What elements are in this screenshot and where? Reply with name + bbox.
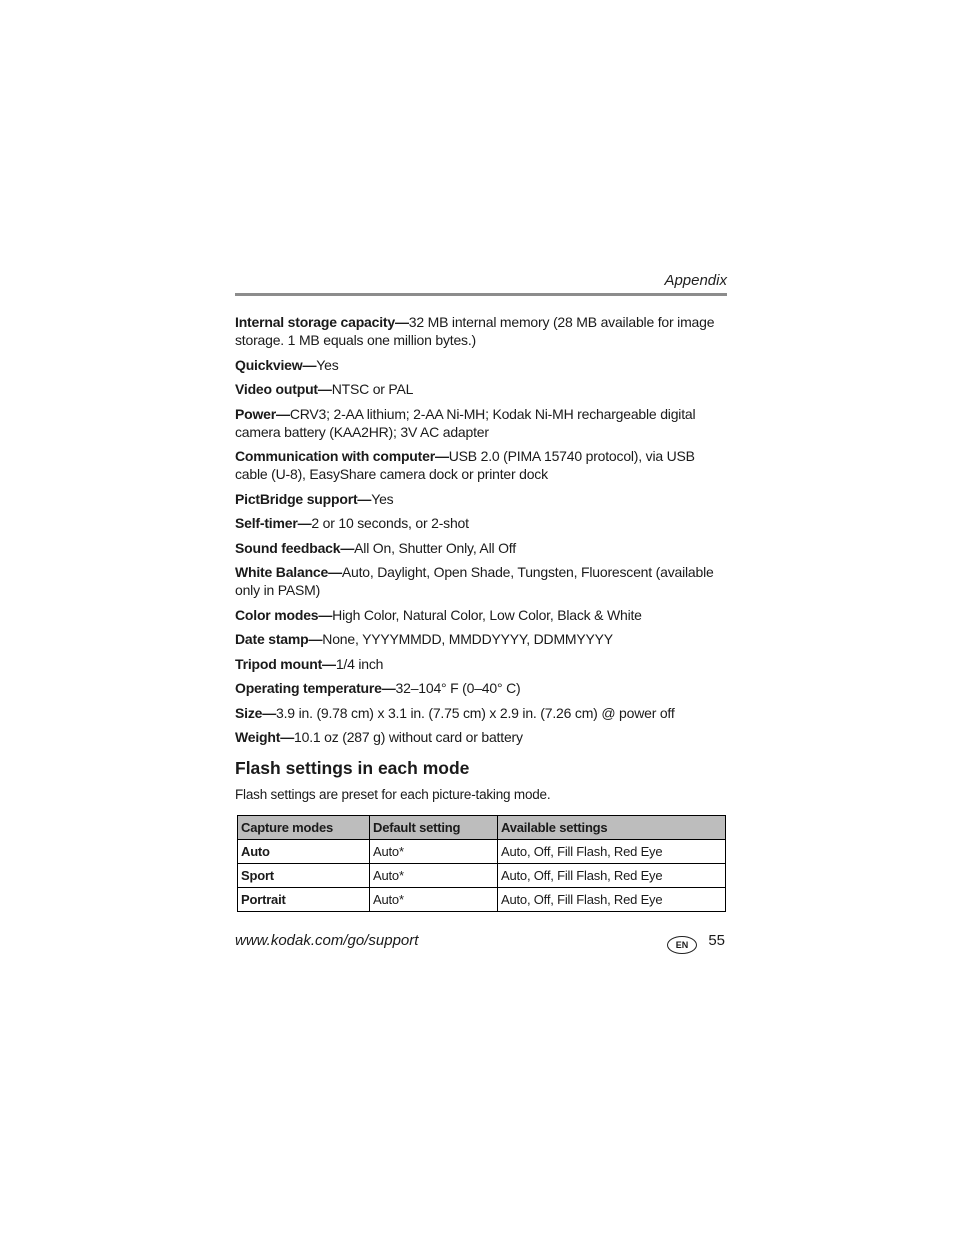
spec-value: Yes [316,356,339,373]
spec-item [235,563,727,599]
spec-value: Yes [371,490,394,507]
table-header-row [238,816,726,840]
spec-item [235,606,727,624]
running-head: Appendix [664,272,727,289]
column-header: Default setting [370,816,498,840]
table-cell: Auto, Off, Fill Flash, Red Eye [498,864,726,888]
spec-item [235,630,727,648]
spec-label: Video output— [235,381,332,397]
spec-label: Color modes— [235,606,333,623]
spec-label: White Balance— [235,564,342,580]
spec-value: None, YYYYMMDD, MMDDYYYY, DDMMYYYY [322,631,613,647]
spec-item [235,356,727,374]
spec-value: NTSC or PAL [331,381,414,397]
spec-item [235,490,727,508]
spec-label: Sound feedback— [235,539,355,556]
spec-value: CRV3; 2-AA lithium; 2-AA Ni-MH; Kodak Ni-MH rechargeable digital camera battery (KAA2HR); 3V AC adapter [235,405,696,440]
table-row [238,840,726,864]
section-intro: Flash settings are preset for each picture-taking mode. [235,787,551,802]
table-cell: Sport [238,864,370,888]
table-cell: Auto, Off, Fill Flash, Red Eye [498,840,726,864]
table-row [238,864,726,888]
spec-label: Size— [235,704,277,721]
spec-value: All On, Shutter Only, All Off [354,539,516,556]
spec-value: 10.1 oz (287 g) without card or battery [294,729,523,745]
spec-item [235,728,727,746]
spec-label: Communication with computer— [235,448,449,464]
spec-item [235,655,727,673]
spec-value: Auto, Daylight, Open Shade, Tungsten, Fluorescent (available only in PASM) [235,564,714,598]
flash-settings-table [237,815,726,912]
spec-list [235,313,727,753]
spec-item [235,313,727,349]
spec-label: Self-timer— [235,515,312,531]
spec-value: 1/4 inch [335,655,384,672]
spec-value: 2 or 10 seconds, or 2-shot [311,515,469,531]
table-cell: Auto, Off, Fill Flash, Red Eye [498,888,726,912]
spec-value: 3.9 in. (9.78 cm) x 3.1 in. (7.75 cm) x 2.9 in. (7.26 cm) @ power off [276,704,675,721]
spec-label: Operating temperature— [235,680,396,696]
spec-value: High Color, Natural Color, Low Color, Black & White [332,606,642,623]
table-cell: Portrait [238,888,370,912]
header-rule [235,293,727,296]
spec-label: Internal storage capacity— [235,314,409,330]
language-badge: EN [667,936,697,954]
spec-item [235,704,727,722]
spec-label: Date stamp— [235,631,323,647]
spec-item [235,405,727,441]
section-heading: Flash settings in each mode [235,758,470,778]
spec-item [235,514,727,532]
spec-item [235,380,727,398]
support-url: www.kodak.com/go/support [235,932,419,949]
table-cell: Auto* [370,888,498,912]
spec-label: PictBridge support— [235,490,372,507]
table-cell: Auto* [370,840,498,864]
column-header: Available settings [498,816,726,840]
spec-label: Quickview— [235,356,317,373]
table-cell: Auto [238,840,370,864]
spec-item [235,447,727,483]
page-number: 55 [708,932,725,949]
spec-value: USB 2.0 (PIMA 15740 protocol), via USB cable (U-8), EasyShare camera dock or printer dock [235,448,695,482]
spec-item [235,679,727,697]
column-header: Capture modes [238,816,370,840]
spec-label: Tripod mount— [235,655,336,672]
table-cell: Auto* [370,864,498,888]
table-row [238,888,726,912]
spec-value: 32–104° F (0–40° C) [395,680,521,696]
spec-value: 32 MB internal memory (28 MB available for image storage. 1 MB equals one million bytes.) [235,314,715,348]
spec-item [235,539,727,557]
spec-label: Power— [235,405,290,422]
spec-label: Weight— [235,729,295,745]
